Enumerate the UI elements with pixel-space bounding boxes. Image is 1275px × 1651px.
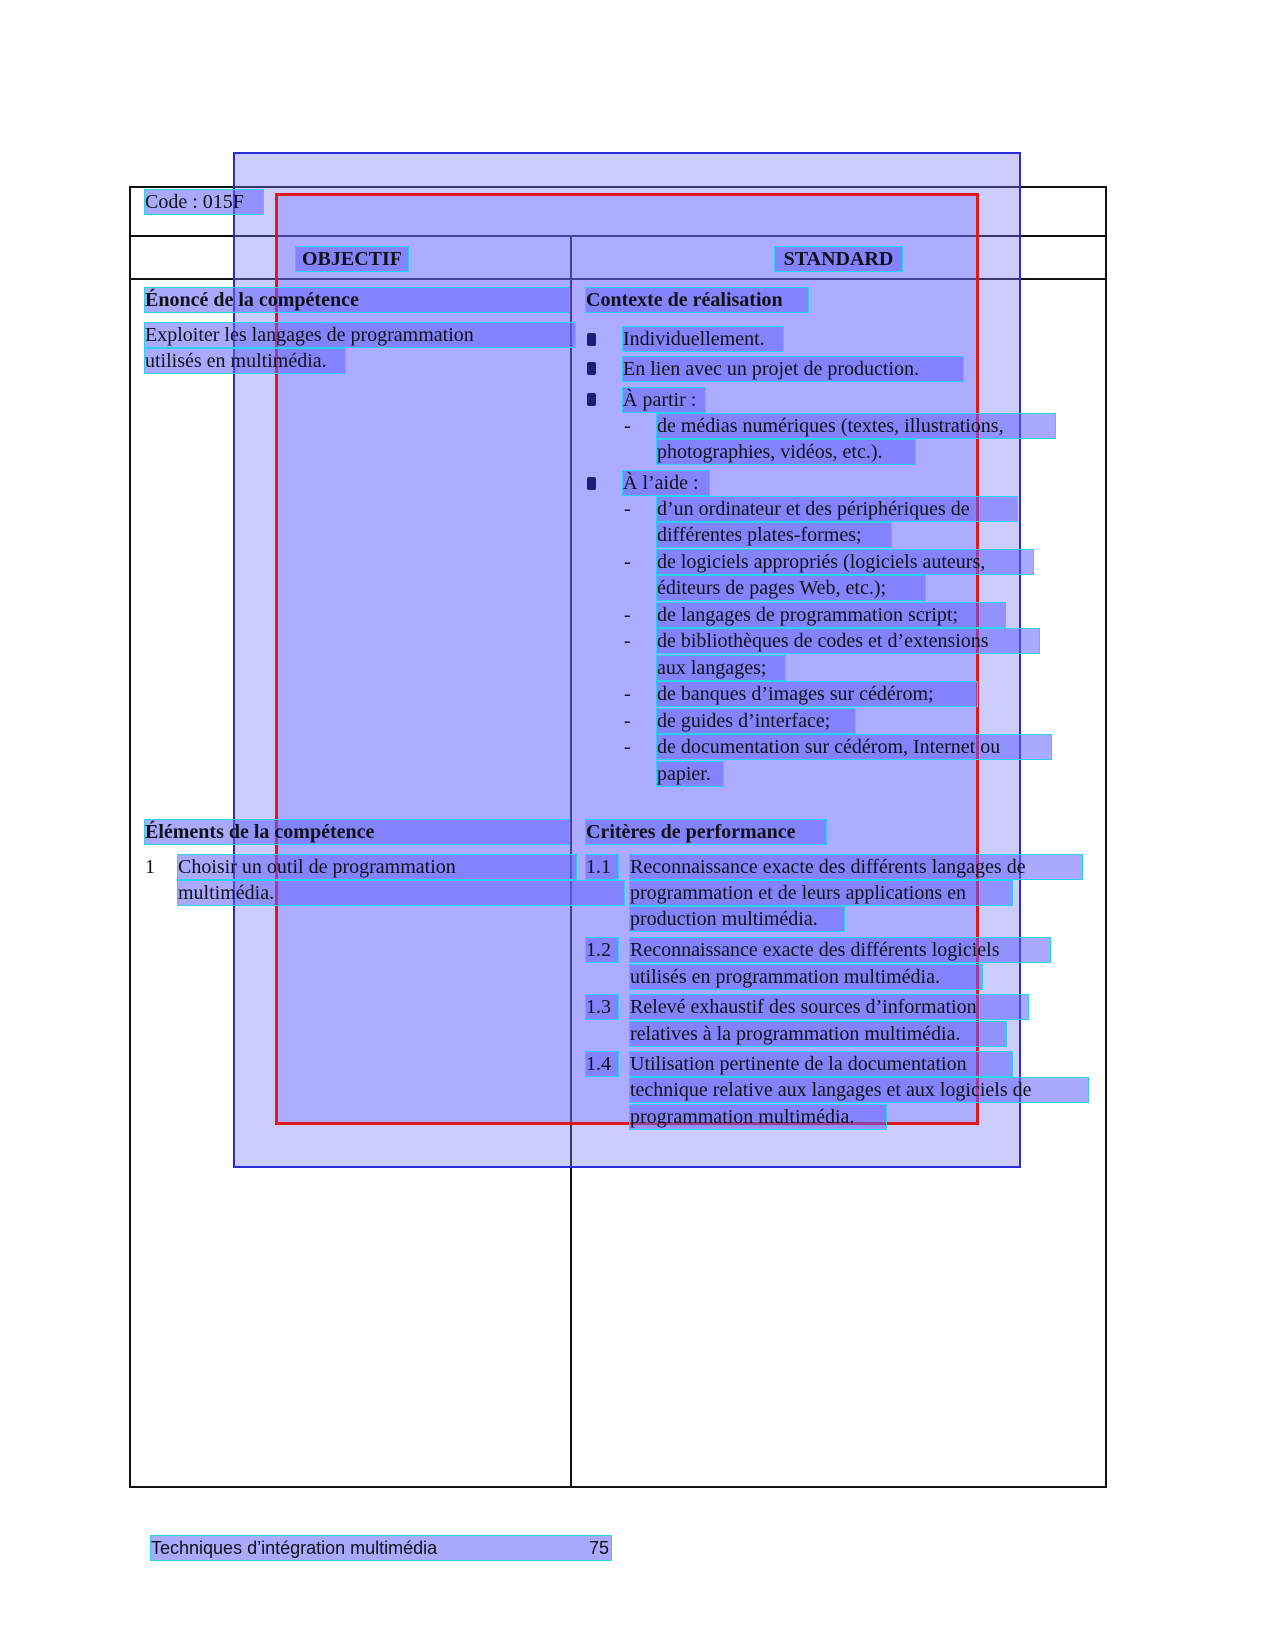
aide-item: de banques d’images sur cédérom; bbox=[657, 682, 977, 706]
bullet-icon bbox=[587, 393, 596, 406]
criteres-title: Critères de performance bbox=[586, 820, 826, 844]
criteria-line: programmation et de leurs applications en bbox=[630, 881, 1012, 905]
dash-icon: - bbox=[624, 498, 631, 520]
aide-item: différentes plates-formes; bbox=[657, 523, 891, 547]
criteria-line: Utilisation pertinente de la documentation bbox=[630, 1052, 1012, 1076]
contexte-bullet: En lien avec un projet de production. bbox=[623, 357, 963, 381]
element-number: 1 bbox=[145, 856, 155, 878]
criteria-number: 1.1 bbox=[586, 855, 618, 879]
dash-icon: - bbox=[624, 604, 631, 626]
bullet-icon bbox=[587, 333, 596, 346]
dash-icon: - bbox=[624, 551, 631, 573]
criteria-number: 1.2 bbox=[586, 938, 618, 962]
row-divider-1 bbox=[129, 235, 1107, 237]
dash-icon: - bbox=[624, 415, 631, 437]
partir-item: photographies, vidéos, etc.). bbox=[657, 440, 915, 464]
bullet-icon bbox=[587, 362, 596, 375]
footer-title: Techniques d’intégration multimédia bbox=[151, 1538, 438, 1558]
aide-item: de guides d’interface; bbox=[657, 709, 855, 733]
element-line: multimédia. bbox=[178, 881, 624, 905]
dash-icon: - bbox=[624, 630, 631, 652]
criteria-line: production multimédia. bbox=[630, 907, 844, 931]
contexte-title: Contexte de réalisation bbox=[586, 288, 808, 312]
contexte-bullet: À l’aide : bbox=[623, 471, 709, 495]
footer bbox=[151, 1536, 611, 1560]
page-number: 75 bbox=[588, 1538, 609, 1558]
aide-item: de langages de programmation script; bbox=[657, 603, 1005, 627]
criteria-line: Relevé exhaustif des sources d’information bbox=[630, 995, 1028, 1019]
partir-item: de médias numériques (textes, illustrations, bbox=[657, 414, 1055, 438]
bullet-icon bbox=[587, 477, 596, 490]
criteria-number: 1.3 bbox=[586, 995, 618, 1019]
dash-icon: - bbox=[624, 736, 631, 758]
aide-item: de documentation sur cédérom, Internet ou bbox=[657, 735, 1051, 759]
header-standard: STANDARD bbox=[775, 247, 902, 271]
criteria-line: programmation multimédia. bbox=[630, 1105, 886, 1129]
criteria-line: Reconnaissance exacte des différents logiciels bbox=[630, 938, 1050, 962]
aide-item: aux langages; bbox=[657, 656, 785, 680]
aide-item: d’un ordinateur et des périphériques de bbox=[657, 497, 1017, 521]
criteria-line: technique relative aux langages et aux logiciels de bbox=[630, 1078, 1088, 1102]
dash-icon: - bbox=[624, 683, 631, 705]
header-objectif: OBJECTIF bbox=[296, 247, 408, 271]
criteria-line: relatives à la programmation multimédia. bbox=[630, 1022, 1006, 1046]
criteria-line: utilisés en programmation multimédia. bbox=[630, 965, 982, 989]
contexte-bullet: Individuellement. bbox=[623, 327, 783, 351]
enonce-title: Énoncé de la compétence bbox=[145, 288, 569, 312]
aide-item: éditeurs de pages Web, etc.); bbox=[657, 576, 925, 600]
elements-title: Éléments de la compétence bbox=[145, 820, 569, 844]
criteria-number: 1.4 bbox=[586, 1052, 618, 1076]
criteria-line: Reconnaissance exacte des différents langages de bbox=[630, 855, 1082, 879]
contexte-bullet: À partir : bbox=[623, 388, 705, 412]
enonce-line: utilisés en multimédia. bbox=[145, 349, 345, 373]
code-label: Code : 015F bbox=[145, 190, 263, 214]
dash-icon: - bbox=[624, 710, 631, 732]
aide-item: de bibliothèques de codes et d’extensions bbox=[657, 629, 1039, 653]
enonce-line: Exploiter les langages de programmation bbox=[145, 323, 575, 347]
row-divider-2 bbox=[129, 278, 1107, 280]
aide-item: de logiciels appropriés (logiciels auteurs, bbox=[657, 550, 1033, 574]
aide-item: papier. bbox=[657, 762, 723, 786]
element-line: Choisir un outil de programmation bbox=[178, 855, 576, 879]
